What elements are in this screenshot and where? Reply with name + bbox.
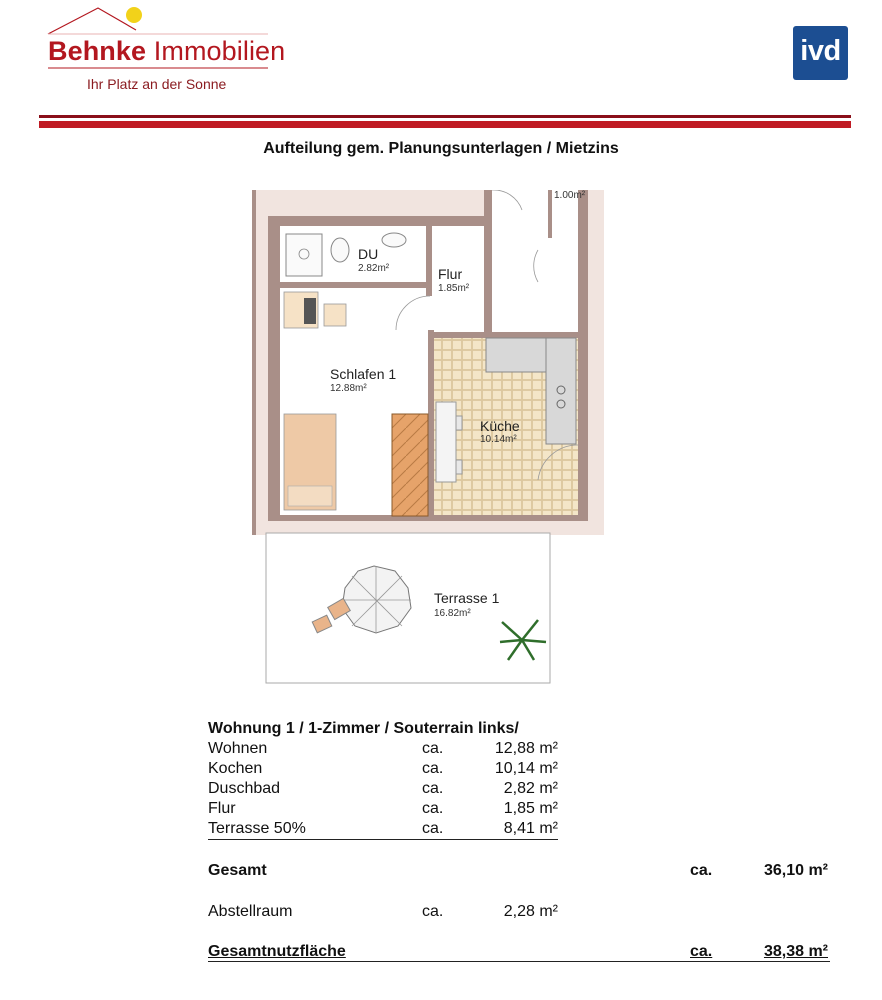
- row-label: Terrasse 50%: [208, 820, 306, 837]
- behnke-logo: [40, 4, 286, 94]
- grand-total-value: 38,38 m²: [763, 943, 828, 960]
- row-value: 8,41 m²: [503, 820, 558, 837]
- storage-ca: ca.: [422, 903, 444, 920]
- room-area-flur: 1.85m²: [438, 283, 470, 294]
- storage-row: [208, 903, 833, 923]
- room-area-terrasse: 16.82m²: [434, 608, 471, 619]
- room-label-schlafen: Schlafen 1: [330, 366, 397, 382]
- total-label: Gesamt: [208, 862, 267, 879]
- row-ca: ca.: [422, 740, 444, 757]
- row-value: 12,88 m²: [494, 740, 558, 757]
- table-row: [208, 780, 833, 800]
- row-label: Flur: [208, 800, 236, 817]
- table-row: [208, 800, 833, 820]
- company-name: [48, 36, 285, 67]
- room-label-flur: Flur: [438, 266, 463, 282]
- total-value: 36,10 m²: [763, 862, 828, 879]
- company-name-light: Immobilien: [153, 36, 286, 66]
- grand-total-label: Gesamtnutzfläche: [208, 943, 346, 960]
- storage-label: Abstellraum: [208, 903, 293, 920]
- header-divider-thick: [39, 121, 851, 128]
- room-label-terrasse: Terrasse 1: [434, 590, 500, 606]
- row-label: Wohnen: [208, 740, 268, 757]
- floor-plan-drawing: [252, 190, 604, 690]
- room-area-kueche: 10.14m²: [480, 434, 517, 445]
- row-ca: ca.: [422, 760, 444, 777]
- subtotal-underline: [208, 839, 558, 840]
- total-row: [208, 862, 833, 882]
- company-name-bold: Behnke: [48, 36, 147, 66]
- row-label: Kochen: [208, 760, 263, 777]
- row-ca: ca.: [422, 780, 444, 797]
- storage-value: 2,28 m²: [503, 903, 558, 920]
- document-title: Aufteilung gem. Planungsunterlagen / Mietzins: [263, 140, 619, 157]
- grand-total-ca: ca.: [690, 943, 713, 960]
- row-ca: ca.: [422, 820, 444, 837]
- row-label: Duschbad: [208, 780, 281, 797]
- room-area-du: 2.82m²: [358, 263, 390, 274]
- ivd-badge-text: ivd: [800, 35, 841, 67]
- header-divider-thin: [39, 115, 851, 118]
- row-value: 2,82 m²: [503, 780, 558, 797]
- row-value: 1,85 m²: [503, 800, 558, 817]
- table-row: [208, 760, 833, 780]
- room-area-schlafen: 12.88m²: [330, 383, 367, 394]
- grand-total-underline: [208, 961, 830, 962]
- total-ca: ca.: [690, 862, 713, 879]
- table-row: [208, 820, 833, 840]
- room-label-du: DU: [358, 246, 379, 262]
- company-slogan: Ihr Platz an der Sonne: [87, 76, 227, 92]
- table-heading: Wohnung 1 / 1-Zimmer / Souterrain links/: [208, 720, 519, 737]
- ivd-badge: [793, 26, 848, 80]
- floor-plan: [252, 190, 604, 690]
- room-label-kueche: Küche: [480, 418, 520, 434]
- row-ca: ca.: [422, 800, 444, 817]
- table-row: [208, 740, 833, 760]
- row-value: 10,14 m²: [494, 760, 558, 777]
- room-area-corner: 1.00m²: [554, 190, 586, 201]
- grand-total-row: [208, 943, 833, 963]
